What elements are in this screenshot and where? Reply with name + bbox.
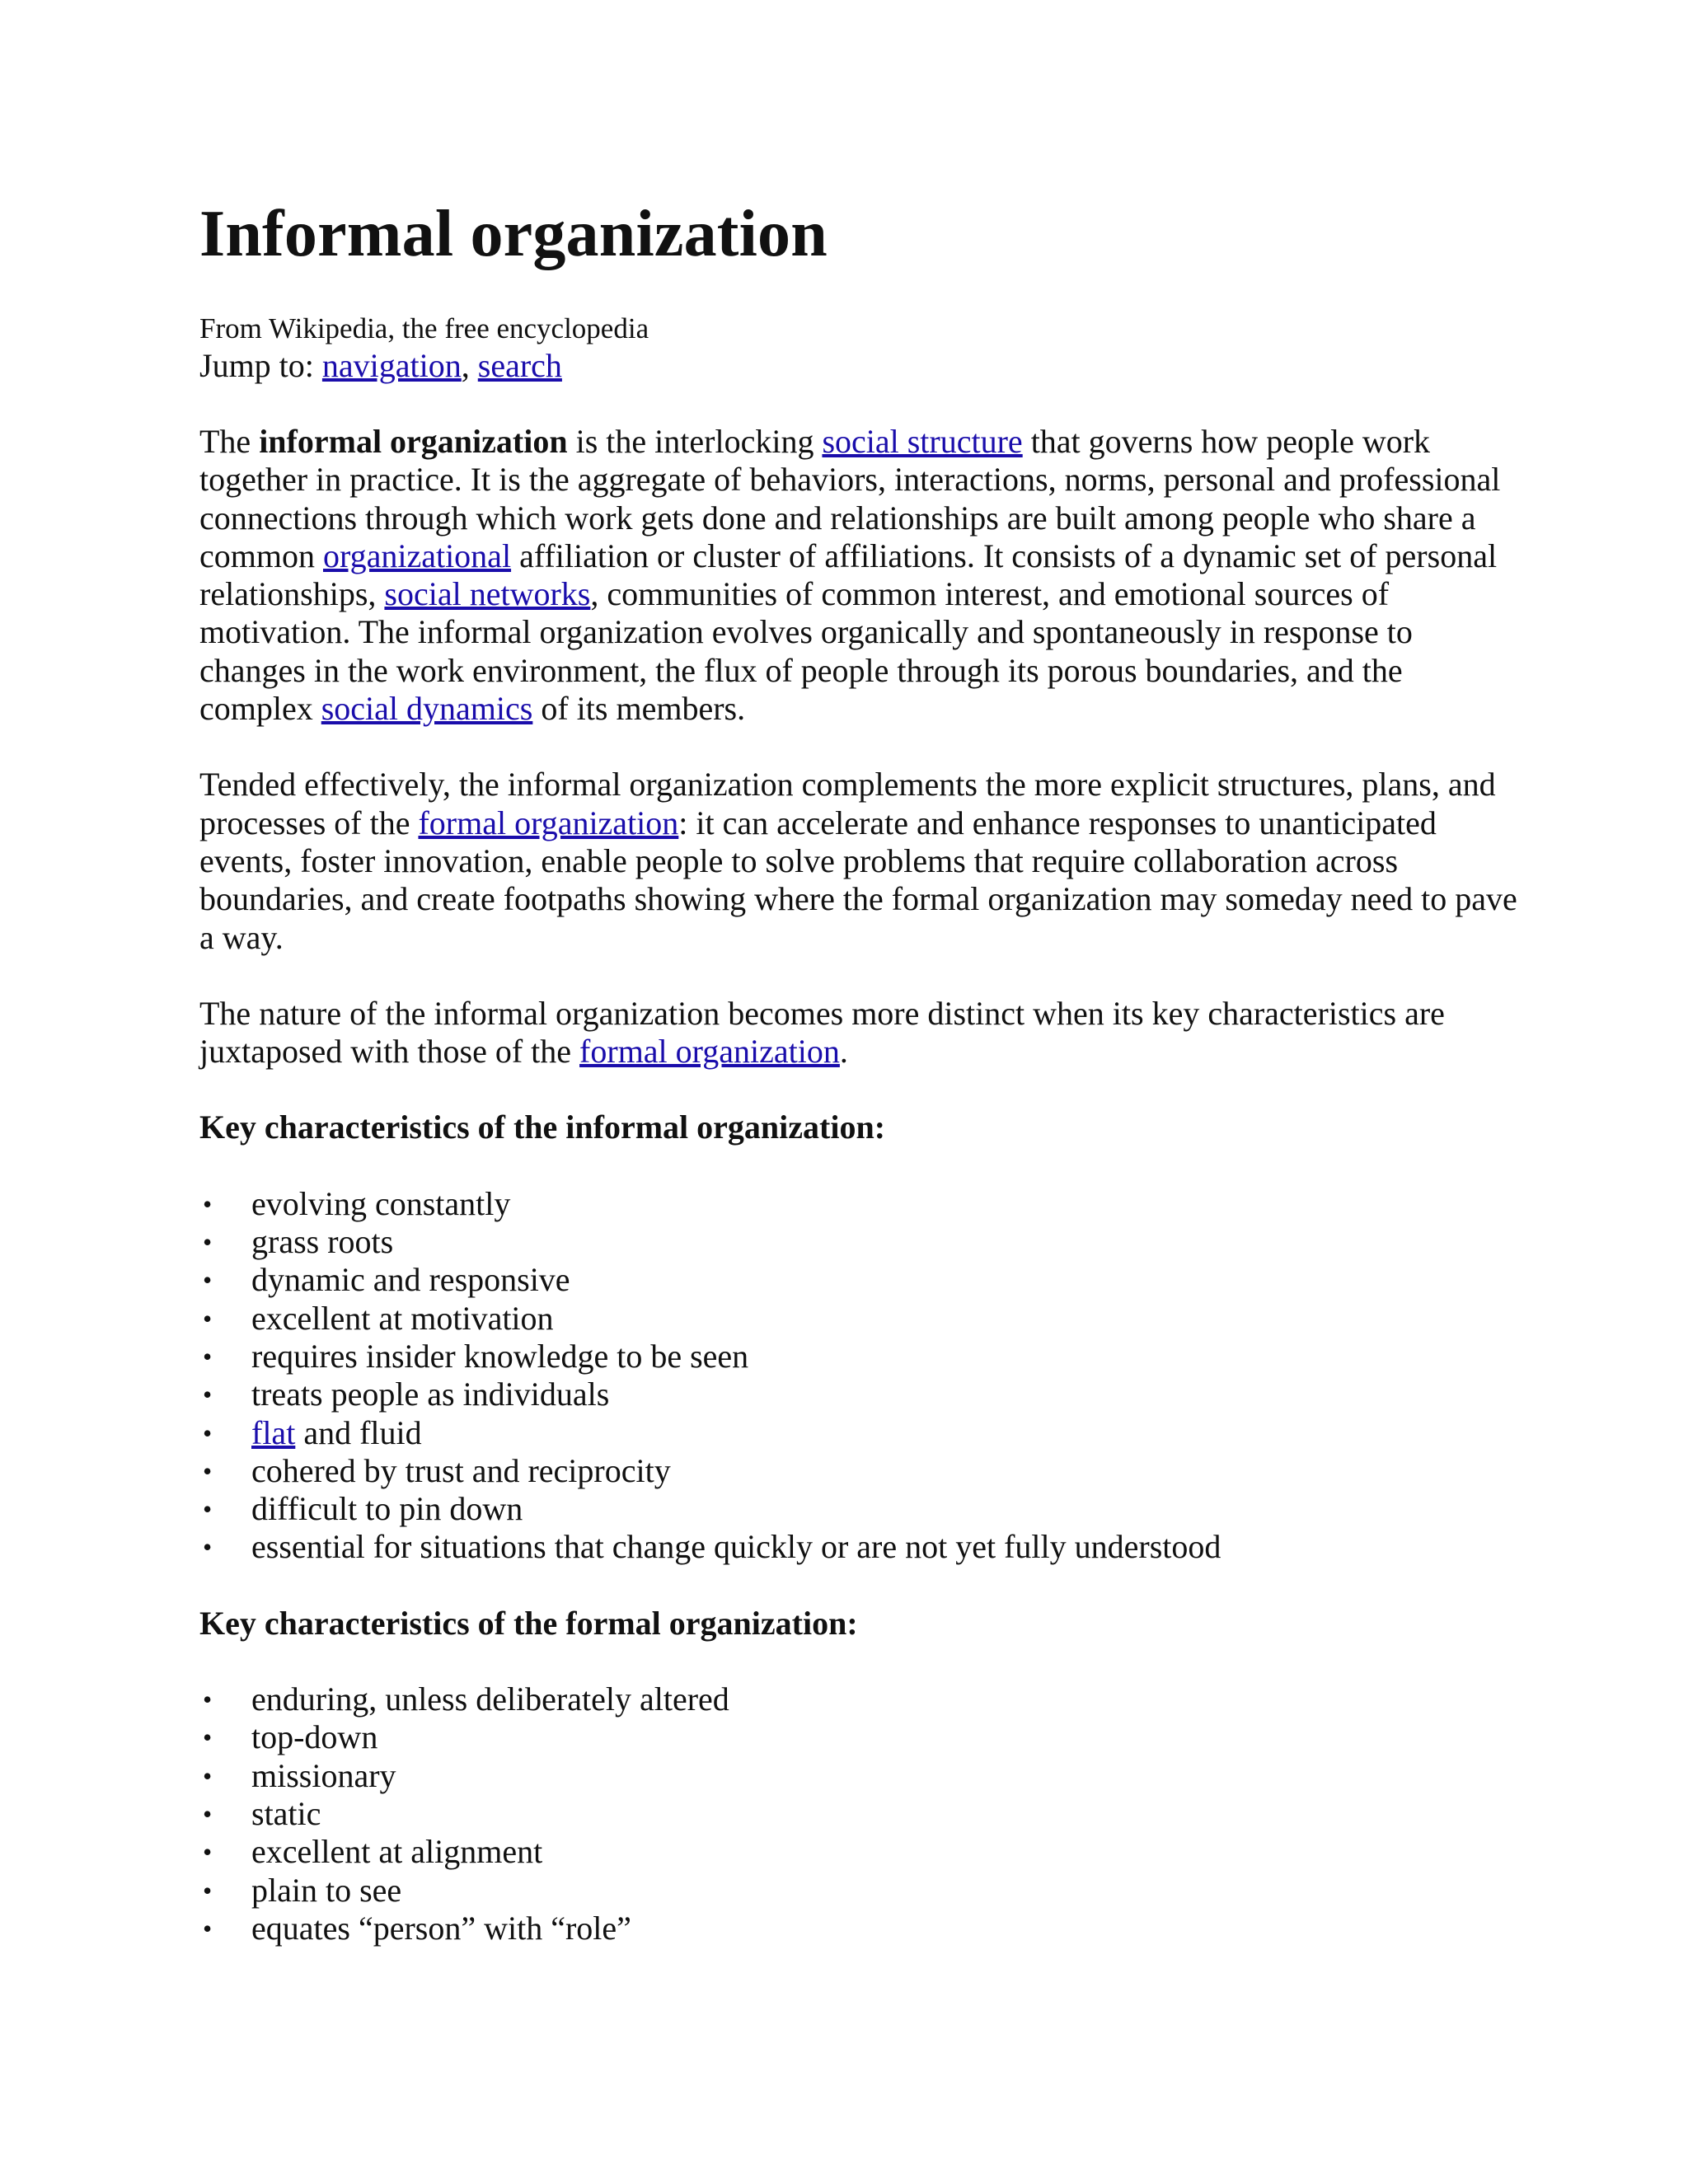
search-link[interactable]: search — [477, 347, 562, 384]
list-item — [199, 1414, 1518, 1452]
bullet-icon: • — [203, 1837, 213, 1868]
bullet-icon: • — [203, 1494, 213, 1525]
social-structure-link[interactable]: social structure — [822, 423, 1023, 460]
jump-separator: , — [461, 347, 478, 384]
list-item-text: top-down — [251, 1718, 378, 1756]
bullet-icon: • — [203, 1722, 213, 1753]
bullet-icon: • — [203, 1913, 213, 1943]
informal-heading: Key characteristics of the informal organization: — [199, 1108, 886, 1146]
list-item-text: dynamic and responsive — [251, 1261, 570, 1299]
list-item — [199, 1528, 1518, 1566]
page-title: Informal organization — [199, 198, 828, 270]
list-item-text: missionary — [251, 1756, 396, 1794]
list-item-text: grass roots — [251, 1223, 394, 1261]
list-item — [199, 1757, 1518, 1795]
jump-to-links — [199, 347, 1518, 385]
bullet-icon: • — [203, 1341, 213, 1371]
list-item — [199, 1185, 1518, 1223]
list-item-text: enduring, unless deliberately altered — [251, 1680, 729, 1718]
bullet-icon: • — [203, 1532, 213, 1563]
formal-heading: Key characteristics of the formal organization: — [199, 1604, 858, 1642]
list-item — [199, 1795, 1518, 1833]
list-item-text: requires insider knowledge to be seen — [251, 1337, 749, 1375]
list-item — [199, 1833, 1518, 1871]
list-item — [199, 1300, 1518, 1338]
list-item — [199, 1223, 1518, 1261]
formal-characteristics-list — [199, 1680, 1518, 1947]
list-item — [199, 1680, 1518, 1718]
bullet-icon: • — [203, 1685, 213, 1715]
list-item-text: cohered by trust and reciprocity — [251, 1451, 671, 1489]
list-item — [199, 1261, 1518, 1299]
list-item-text: difficult to pin down — [251, 1490, 523, 1528]
list-item-text: equates “person” with “role” — [251, 1909, 631, 1947]
formal-organization-link-2[interactable]: formal organization — [579, 1033, 840, 1071]
list-item-text: essential for situations that change quickly or are not yet fully understood — [251, 1528, 1221, 1566]
bullet-icon: • — [203, 1227, 213, 1258]
bullet-icon: • — [203, 1188, 213, 1219]
third-paragraph: The nature of the informal organization becomes more distinct when its key characteristics are juxtaposed with those of the formal organization. — [199, 994, 1445, 1071]
bullet-icon: • — [203, 1303, 213, 1333]
list-item — [199, 1376, 1518, 1413]
term-bold: informal organization — [259, 423, 568, 460]
social-networks-link[interactable]: social networks — [384, 575, 591, 613]
bullet-icon: • — [203, 1265, 213, 1296]
tagline: From Wikipedia, the free encyclopedia — [199, 312, 649, 344]
bullet-icon: • — [203, 1455, 213, 1486]
social-dynamics-link[interactable]: social dynamics — [321, 690, 533, 728]
list-item-text: and fluid — [295, 1413, 422, 1451]
list-item-text: excellent at alignment — [251, 1833, 543, 1871]
list-item — [199, 1338, 1518, 1376]
bullet-icon: • — [203, 1380, 213, 1410]
bullet-icon: • — [203, 1760, 213, 1791]
formal-organization-link[interactable]: formal organization — [418, 804, 679, 841]
list-item-text: static — [251, 1794, 321, 1832]
organizational-link[interactable]: organizational — [322, 537, 512, 574]
article — [199, 198, 1518, 1947]
jump-to-label: Jump to: — [199, 347, 322, 384]
bullet-icon: • — [203, 1875, 213, 1905]
bullet-icon: • — [203, 1418, 213, 1448]
informal-characteristics-list — [199, 1185, 1518, 1567]
list-item-text: excellent at motivation — [251, 1299, 554, 1337]
flat-link[interactable]: flat — [251, 1413, 296, 1451]
list-item-text: plain to see — [251, 1871, 402, 1909]
list-item — [199, 1910, 1518, 1947]
list-item — [199, 1452, 1518, 1490]
list-item — [199, 1872, 1518, 1910]
bullet-icon: • — [203, 1798, 213, 1829]
intro-paragraph: The informal organization is the interlocking social structure that governs how people work together in practice. It is the aggregate of behaviors, interactions, norms, personal and professional connections through which work gets done and relationships are built among people who share a common organizational affiliation or cluster of affiliations. It consists of a dynamic set of personal relationships, social networks, communities of common interest, and emotional sources of motivation. The informal organization evolves organically and spontaneously in response to changes in the work environment, the flux of people through its porous boundaries, and the complex social dynamics of its members. — [199, 423, 1501, 728]
navigation-link[interactable]: navigation — [321, 347, 462, 384]
list-item-text: evolving constantly — [251, 1184, 511, 1222]
second-paragraph: Tended effectively, the informal organization complements the more explicit structures, plans, and processes of the formal organization: it can accelerate and enhance responses to unanticipated events, foster innovation, enable people to solve problems that require collaboration across boundaries, and create footpaths showing where the formal organization may someday need to pave a way. — [199, 766, 1517, 956]
list-item — [199, 1490, 1518, 1528]
list-item — [199, 1718, 1518, 1756]
list-item-text: treats people as individuals — [251, 1376, 610, 1413]
